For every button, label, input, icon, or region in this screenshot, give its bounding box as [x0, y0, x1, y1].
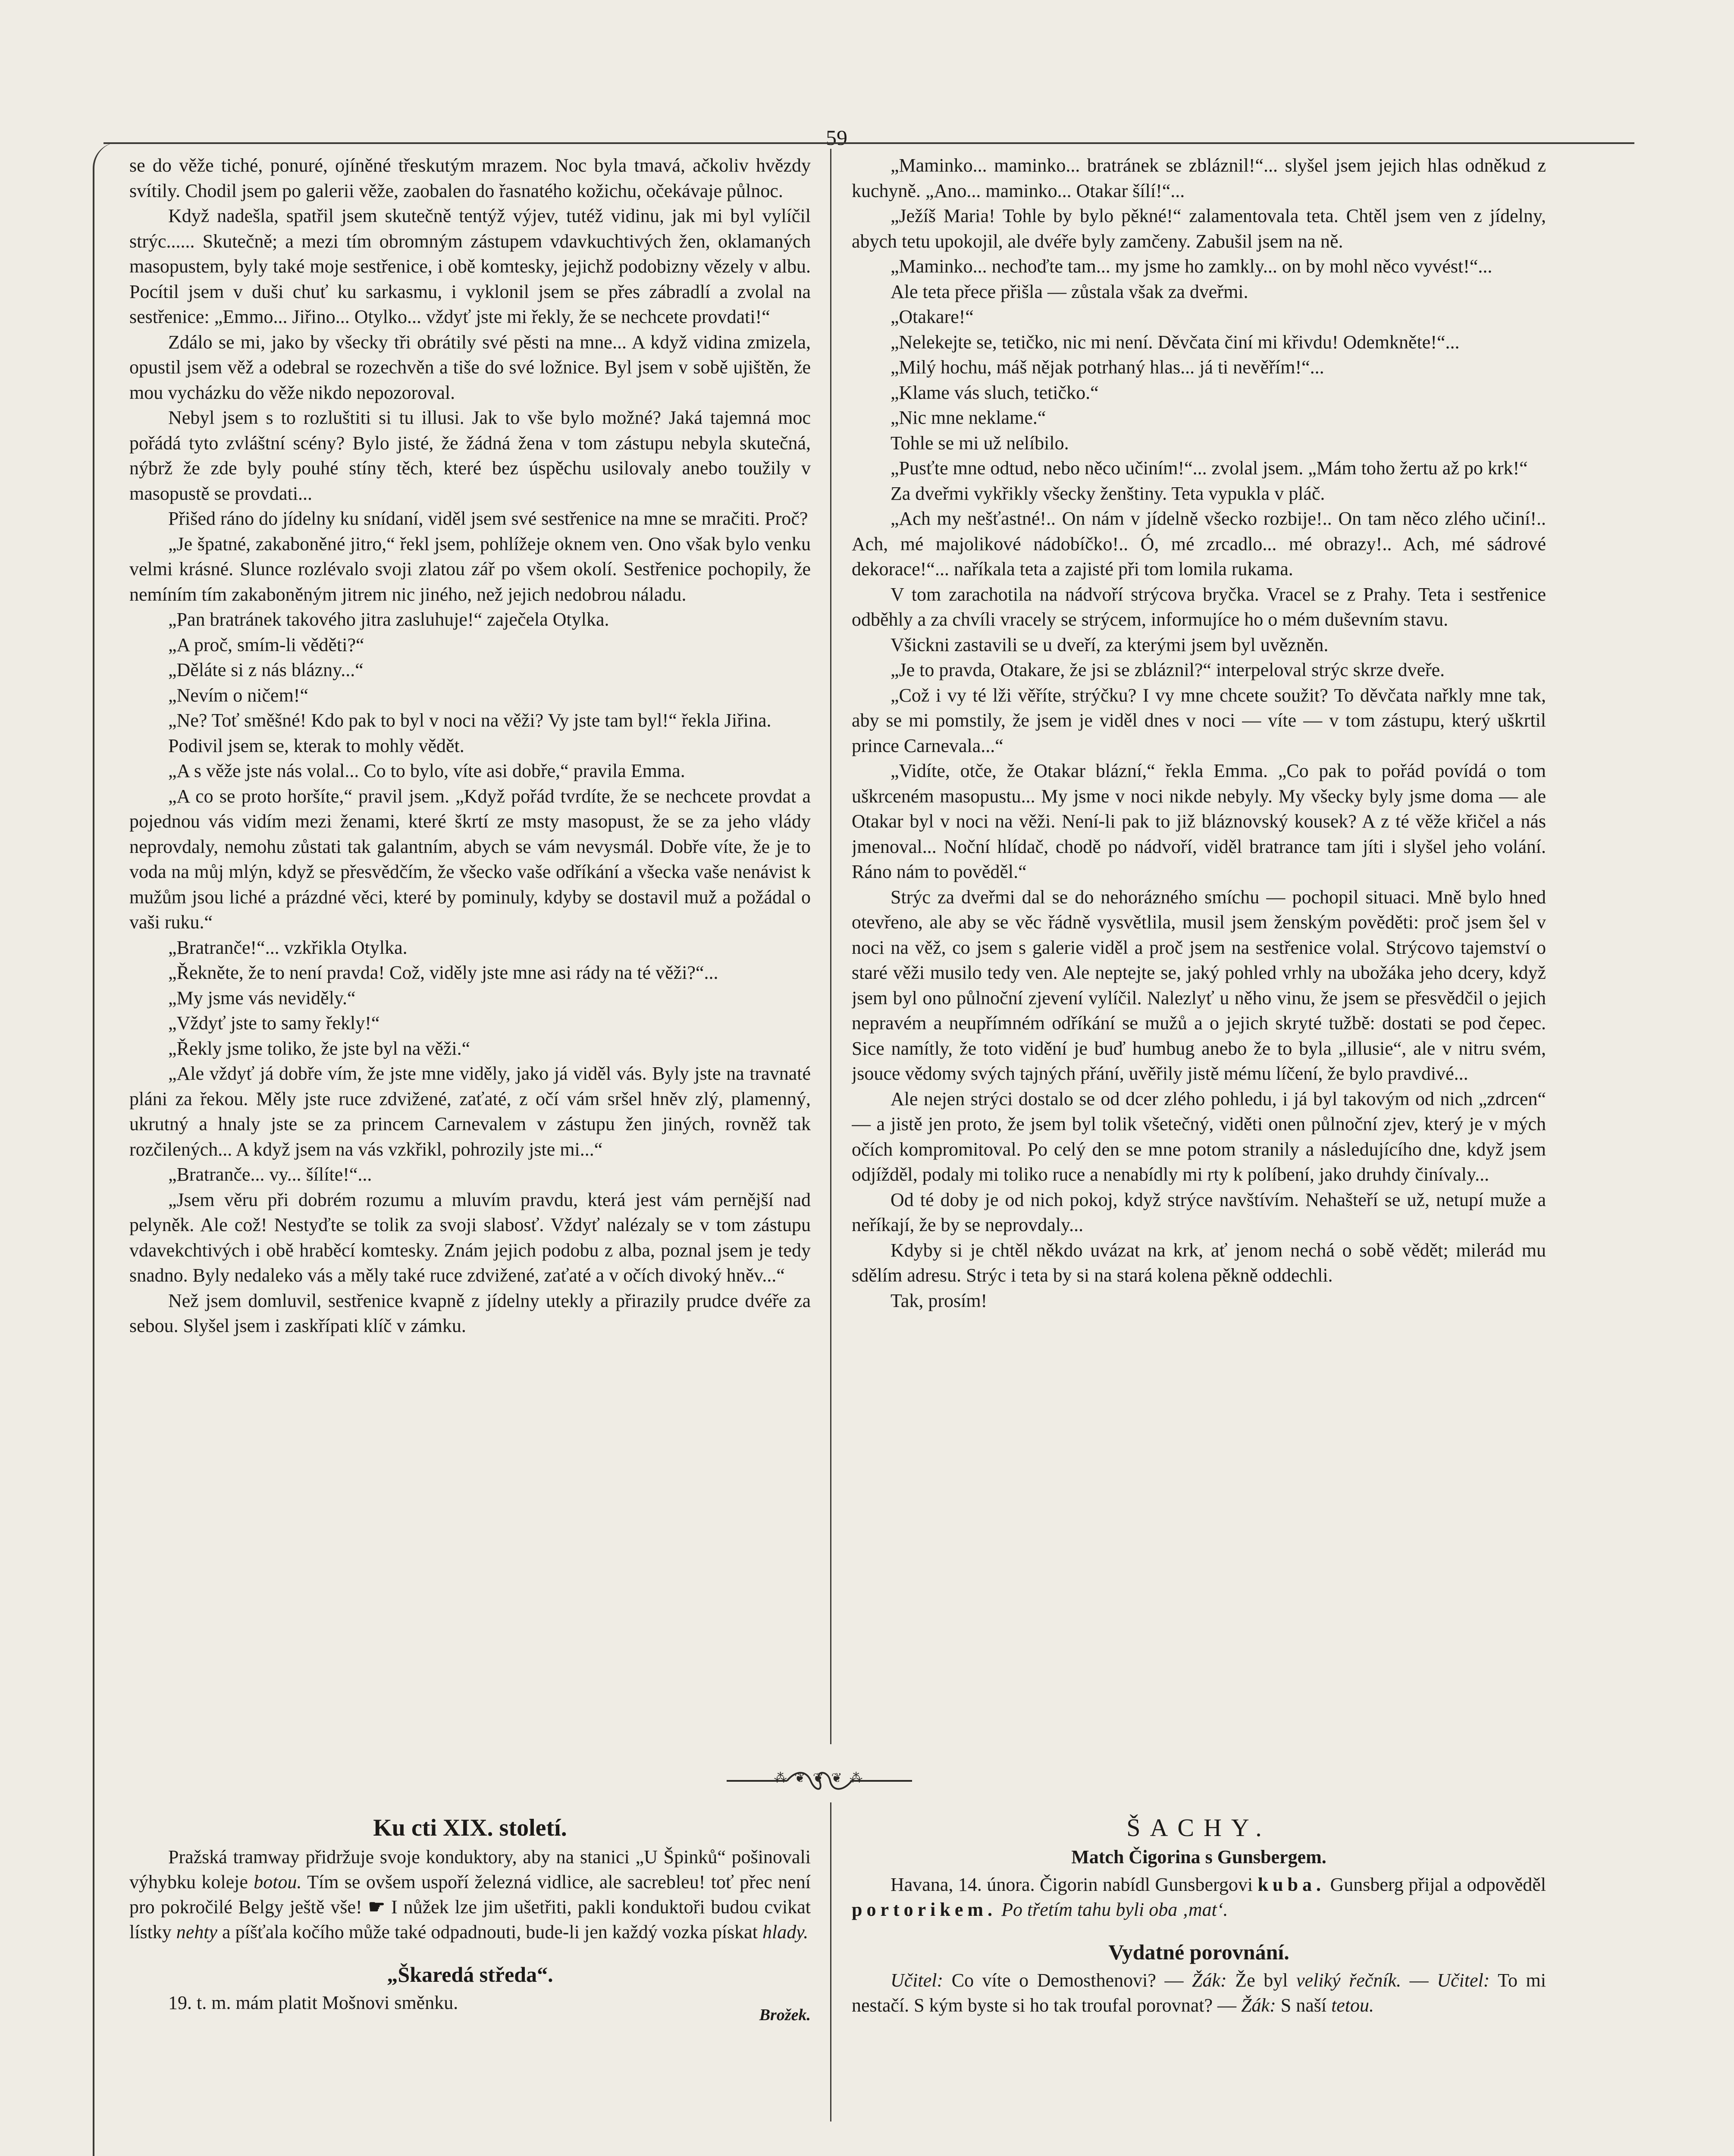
skareda-signature: Brožek.: [759, 2006, 811, 2024]
paragraph: „Je to pravda, Otakare, že jsi se zbláznil?“ interpeloval strýc skrze dveře.: [891, 659, 1445, 680]
paragraph: „Nic mne neklame.“: [891, 407, 1046, 428]
paragraph: „Pusťte mne odtud, nebo něco učiním!“... zvolal jsem. „Mám toho žertu až po krk!“: [891, 458, 1528, 479]
vydatne-text: [852, 1968, 1546, 2018]
paragraph: „Bratranče... vy... šílíte!“...: [168, 1164, 372, 1185]
paragraph: „Maminko... maminko... bratránek se zbláznil!“... slyšel jsem jejich hlas odněkud z kuchyně. „Ano... maminko... Otakar šílí!“...: [852, 155, 1546, 201]
ku-cti-emph-3: hlady.: [762, 1921, 809, 1943]
paragraph: „Řekly jsme toliko, že jste byl na věži.“: [168, 1037, 470, 1059]
sachy-text-2: Gunsberg přijal a odpověděl: [1330, 1874, 1546, 1895]
paragraph: Za dveřmi vykřikly všecky ženštiny. Teta vypukla v pláč.: [891, 483, 1325, 504]
paragraph: „Děláte si z nás blázny...“: [168, 659, 364, 680]
skareda-title: „Škaredá středa“.: [387, 1962, 553, 1987]
paragraph: „Vidíte, otče, že Otakar blázní,“ řekla Emma. „Co pak to pořád povídá o tom uškrceném masopustu... My jsme v noci nikde nebyly. My všecky byly jsme doma — ale Otakar byl v noci na věži. Není-li pak to již bláznovský kousek? A z té věže křičel a nás jmenoval... Noční hlídač, chodě po nádvoří, viděl bratrance tam jíti i slyšel jeho volání. Ráno nám to pověděl.“: [852, 760, 1546, 882]
paragraph: „Ne? Toť směšné! Kdo pak to byl v noci na věži? Vy jste tam byl!“ řekla Jiřina.: [168, 710, 771, 731]
skareda-text: 19. t. m. mám platit Mošnovi směnku.: [168, 1992, 458, 2013]
paragraph: Ale teta přece přišla — zůstala však za dveřmi.: [891, 281, 1248, 302]
paragraph: Nebyl jsem s to rozluštiti si tu illusi. Jak to vše bylo možné? Jaká tajemná moc pořádá tyto zvláštní scény? Bylo jisté, že žádná žena v tom zástupu nebyla skutečná, nýbrž že zde byly pouhé stíny těch, které bez úspěchu usilovaly anebo toužily v masopustě se provdati...: [129, 407, 811, 504]
paragraph: „Řekněte, že to není pravda! Což, viděly jste mne asi rády na té věži?“...: [168, 962, 718, 983]
paragraph: Všickni zastavili se u dveří, za kterými jsem byl uvězněn.: [891, 634, 1329, 655]
bottom-right-column: [852, 1815, 1546, 2018]
paragraph: Tohle se mi už nelíbilo.: [891, 432, 1069, 454]
vydatne-line-1: Co víte o Demosthenovi? —: [951, 1970, 1184, 1991]
paragraph: „Což i vy té lži věříte, strýčku? I vy mne chcete soužit? To děvčata nařkly mne tak, aby se mi pomstily, že jsem je viděl dnes v noci — víte — v tom zástupu, který uškrtil prince Carnevala...“: [852, 684, 1546, 756]
paragraph: „A proč, smím-li věděti?“: [168, 634, 364, 655]
ku-cti-emph-1: botou.: [254, 1871, 302, 1893]
paragraph: „Ježíš Maria! Tohle by bylo pěkné!“ zalamentovala teta. Chtěl jsem ven z jídelny, abych tetu upokojil, ale dvéře byly zamčeny. Zabušil jsem na ně.: [852, 205, 1546, 252]
paragraph: Strýc za dveřmi dal se do nehorázného smíchu — pochopil situaci. Mně bylo hned otevřeno, ale aby se věc řádně vysvětlila, musil jsem ženským pověděti: proč jsem šel v noci na věž, co jsem s galerie viděl a proč jsem na sestřenice volal. Strýcovo tajemství o staré věži musilo tedy ven. Ale neptejte se, jaký pohled vrhly na ubožáka jeho dcery, když jsem byl ono půlnoční zjevení vylíčil. Nalezlyť u něho vinu, že jsem se přesvědčil o jejich nepravém a neupřímném odříkání se mužů a o jejich skryté tužbě: dostati se pod čepec. Sice namítly, že toto vidění je buď humbug anebo že to byla „illusie“, ale v nitru svém, jsouce vědomy svých tajných přání, uvěřily jistě mému líčení, že bylo pravdivé...: [852, 886, 1546, 1084]
paragraph: „Klame vás sluch, tetičko.“: [891, 382, 1099, 403]
vydatne-emph-2: veliký řečník.: [1296, 1970, 1402, 1991]
paragraph: Podivil jsem se, kterak to mohly vědět.: [168, 735, 464, 756]
vydatne-line-2: Že byl: [1235, 1970, 1288, 1991]
paragraph: „A s věže jste nás volal... Co to bylo, víte asi dobře,“ pravila Emma.: [168, 760, 685, 781]
spacer: [852, 1922, 1546, 1940]
paragraph: „Bratranče!“... vzkřikla Otylka.: [168, 937, 408, 958]
left-column-story: [129, 153, 811, 1761]
paragraph: „Milý hochu, máš nějak potrhaný hlas... já ti nevěřím!“...: [891, 357, 1324, 378]
ku-cti-text: [129, 1845, 811, 1945]
ku-cti-text-2: Tím se ovšem uspoří železná vidlice, ale sacrebleu! toť přec není pro pokročilé Belgy ještě vše!: [129, 1871, 811, 1918]
vydatne-emph-4: tetou.: [1331, 1995, 1374, 2016]
page-number: 59: [826, 125, 847, 150]
paragraph: „Otakare!“: [891, 306, 974, 327]
paragraph: „Nevím o ničem!“: [168, 684, 308, 706]
ku-cti-title: Ku cti XIX. století.: [373, 1814, 567, 1841]
vydatne-title: Vydatné porovnání.: [1108, 1940, 1289, 1964]
bottom-left-column: [129, 1815, 811, 2028]
paragraph: Přišed ráno do jídelny ku snídaní, viděl jsem své sestřenice na mne se mračiti. Proč?: [168, 508, 808, 529]
spacer: [129, 1945, 811, 1962]
paragraph: „Pan bratránek takového jitra zasluhuje!“ zaječela Otylka.: [168, 609, 609, 630]
speaker-teacher-2: Učitel:: [1437, 1970, 1490, 1991]
ku-cti-text-4: a píšťala kočího může také odpadnouti, bude-li jen každý vozka pískat: [222, 1921, 758, 1943]
pointing-hand-icon: ☛: [368, 1896, 386, 1918]
paragraph: „Nelekejte se, tetičko, nic mi není. Děvčata činí mi křivdu! Odemkněte!“...: [891, 331, 1460, 353]
vydatne-line-3: To mi nestačí. S kým byste si ho tak troufal porovnat? —: [852, 1970, 1546, 2016]
ku-cti-text-3: I nůžek lze jim ušetřiti, pakli konduktoři budou cvikat lístky: [129, 1896, 811, 1943]
paragraph: Zdálo se mi, jako by všecky tři obrátily své pěsti na mne... A když vidina zmizela, opustil jsem věž a odebral se rozechvěn a tiše do své ložnice. Byl jsem v sobě ujištěn, že mou vycházku do věže nikdo nepozoroval.: [129, 331, 811, 403]
paragraph: „Maminko... nechoďte tam... my jsme ho zamkly... on by mohl něco vyvést!“...: [891, 256, 1493, 277]
ku-cti-emph-2: nehty: [176, 1921, 218, 1943]
paragraph: V tom zarachotila na nádvoří strýcova bryčka. Vracel se z Prahy. Teta i sestřenice odběhly a za chvíli vracely se strýcem, informujíce ho o mém duševním stavu.: [852, 583, 1546, 630]
speaker-pupil-2: Žák:: [1241, 1995, 1276, 2016]
paragraph: se do věže tiché, ponuré, ojíněné třeskutým mrazem. Noc byla tmavá, ačkoliv hvězdy svítily. Chodil jsem po galerii věže, zaobalen do řasnatého kožichu, očekávaje půlnoc.: [129, 155, 811, 201]
paragraph: „Jsem věru při dobrém rozumu a mluvím pravdu, která jest vám pernější nad pelyněk. Ale což! Nestyďte se tolik za svoji slabosť. Vždyť nalézaly se v tom zástupu vdavekchtivých i obě hraběcí komtesky. Znám jejich podobu z alba, poznal jsem je tedy snadno. Byly nedaleko vás a měly také ruce zdvižené, zaťaté a v očích divoký hněv...“: [129, 1189, 811, 1286]
speaker-teacher-1: Učitel:: [891, 1970, 944, 1991]
speaker-pupil-1: Žák:: [1192, 1970, 1227, 1991]
paragraph: Tak, prosím!: [891, 1290, 988, 1311]
section-ornament: [722, 1768, 916, 1794]
paragraph: „My jsme vás neviděly.“: [168, 987, 356, 1009]
sachy-spaced-1: kuba.: [1257, 1874, 1325, 1895]
right-column-story: [852, 153, 1546, 1761]
paragraph: Ale nejen strýci dostalo se od dcer zlého pohledu, i já byl takovým od nich „zdrcen“ — a jistě jen proto, že jsem byl tolik všetečný, viděti onen půlnoční zjev, který je v mých očích kompromitoval. Po celý den se mne potom stranily a následujícího dne, když jsem odjížděl, podaly mi toliko ruce a nenabídly mi rty k políbení, jako druhdy činívaly...: [852, 1088, 1546, 1185]
paragraph: Od té doby je od nich pokoj, když strýce navštívím. Nehašteří se už, netupí muže a neříkají, že by se neprovdaly...: [852, 1189, 1546, 1235]
sachy-emph: Po třetím tahu byli oba ‚mat‘.: [1001, 1899, 1228, 1920]
paragraph: Kdyby si je chtěl někdo uvázat na krk, ať jenom nechá o sobě vědět; milerád mu sdělím adresu. Strýc i teta by si na stará kolena pěkně oddechli.: [852, 1239, 1546, 1286]
paragraph: Když nadešla, spatřil jsem skutečně tentýž výjev, tutéž vidinu, jak mi byl vylíčil strýc...... Skutečně; a mezi tím obromným zástupem vdavkuchtivých žen, oklamaných masopustem, byly také moje sestřenice, i obě komtesky, jejichž podobizny vězely v albu. Pocítil jsem v duši chuť ku sarkasmu, i vyklonil jsem se přes zábradlí a zvolal na sestřenice: „Emmo... Jiřino... Otylko... vždyť jste mi řekly, že se nechcete provdati!“: [129, 205, 811, 327]
paragraph: „Vždyť jste to samy řekly!“: [168, 1012, 380, 1034]
ornament-glyphs: ⁂ ❦ ❦ ❦ ⁂: [774, 1771, 865, 1785]
paragraph: Než jsem domluvil, sestřenice kvapně z jídelny utekly a přirazily prudce dvéře za sebou. Slyšel jsem i zaskřípati klíč v zámku.: [129, 1290, 811, 1336]
bottom-column-divider: [830, 1802, 831, 2122]
sachy-text: [852, 1872, 1546, 1922]
paragraph: „Je špatné, zakaboněné jitro,“ řekl jsem, pohlížeje oknem ven. Ono však bylo venku velmi krásné. Slunce rozlévalo svoji zlatou zář po všem okolí. Sestřenice pochopily, že nemíním tím zakaboněným jitrem nic jiného, než jejich nedobrou náladu.: [129, 533, 811, 605]
ku-cti-text-1: Pražská tramway přidržuje svoje konduktory, aby na stanici „U Špinků“ pošinovali výhybku koleje: [129, 1846, 811, 1893]
header-rule: [103, 142, 1634, 144]
sachy-text-1: Havana, 14. února. Čigorin nabídl Gunsbergovi: [891, 1874, 1253, 1895]
sachy-spaced-2: portorikem.: [852, 1899, 997, 1920]
sachy-title: ŠACHY.: [1126, 1814, 1271, 1842]
vydatne-line-4: S naší: [1280, 1995, 1327, 2016]
paragraph: „A co se proto horšíte,“ pravil jsem. „Když pořád tvrdíte, že se nechcete provdat a pojednou vás vidím mezi ženami, které škrtí ze msty masopust, že se za jeho vlády neprovdaly, nemohu zůstati tak galantním, abych se vám nevysmál. Dobře víte, že je to voda na můj mlýn, když se přesvědčím, že všecko vaše odříkání a všecka vaše nenávist k mužům jsou liché a prázdné věci, které by pominuly, kdyby se dostavil muž a požádal o vaši ruku.“: [129, 785, 811, 933]
paragraph: „Ale vždyť já dobře vím, že jste mne viděly, jako já viděl vás. Byly jste na travnaté pláni za řekou. Měly jste ruce zdvižené, zaťaté, z očí vám sršel hněv zlý, plamenný, ukrutný a hnaly jste se za princem Carnevalem v zástupu žen jiných, rovněž tak rozčilených... A když jsem na vás vzkřikl, pohrozily jste mi...“: [129, 1063, 811, 1160]
paragraph: „Ach my nešťastné!.. On nám v jídelně všecko rozbije!.. On tam něco zlého učiní!.. Ach, mé majolikové nádobíčko!.. Ó, mé zrcadlo... mé obrazy!.. Ach, mé sádrové dekorace!“... naříkala teta a zajisté při tom lomila rukama.: [852, 508, 1546, 580]
column-divider: [830, 149, 831, 1744]
vydatne-dash-2: —: [1409, 1970, 1429, 1991]
sachy-subtitle: Match Čigorina s Gunsbergem.: [1071, 1846, 1326, 1868]
